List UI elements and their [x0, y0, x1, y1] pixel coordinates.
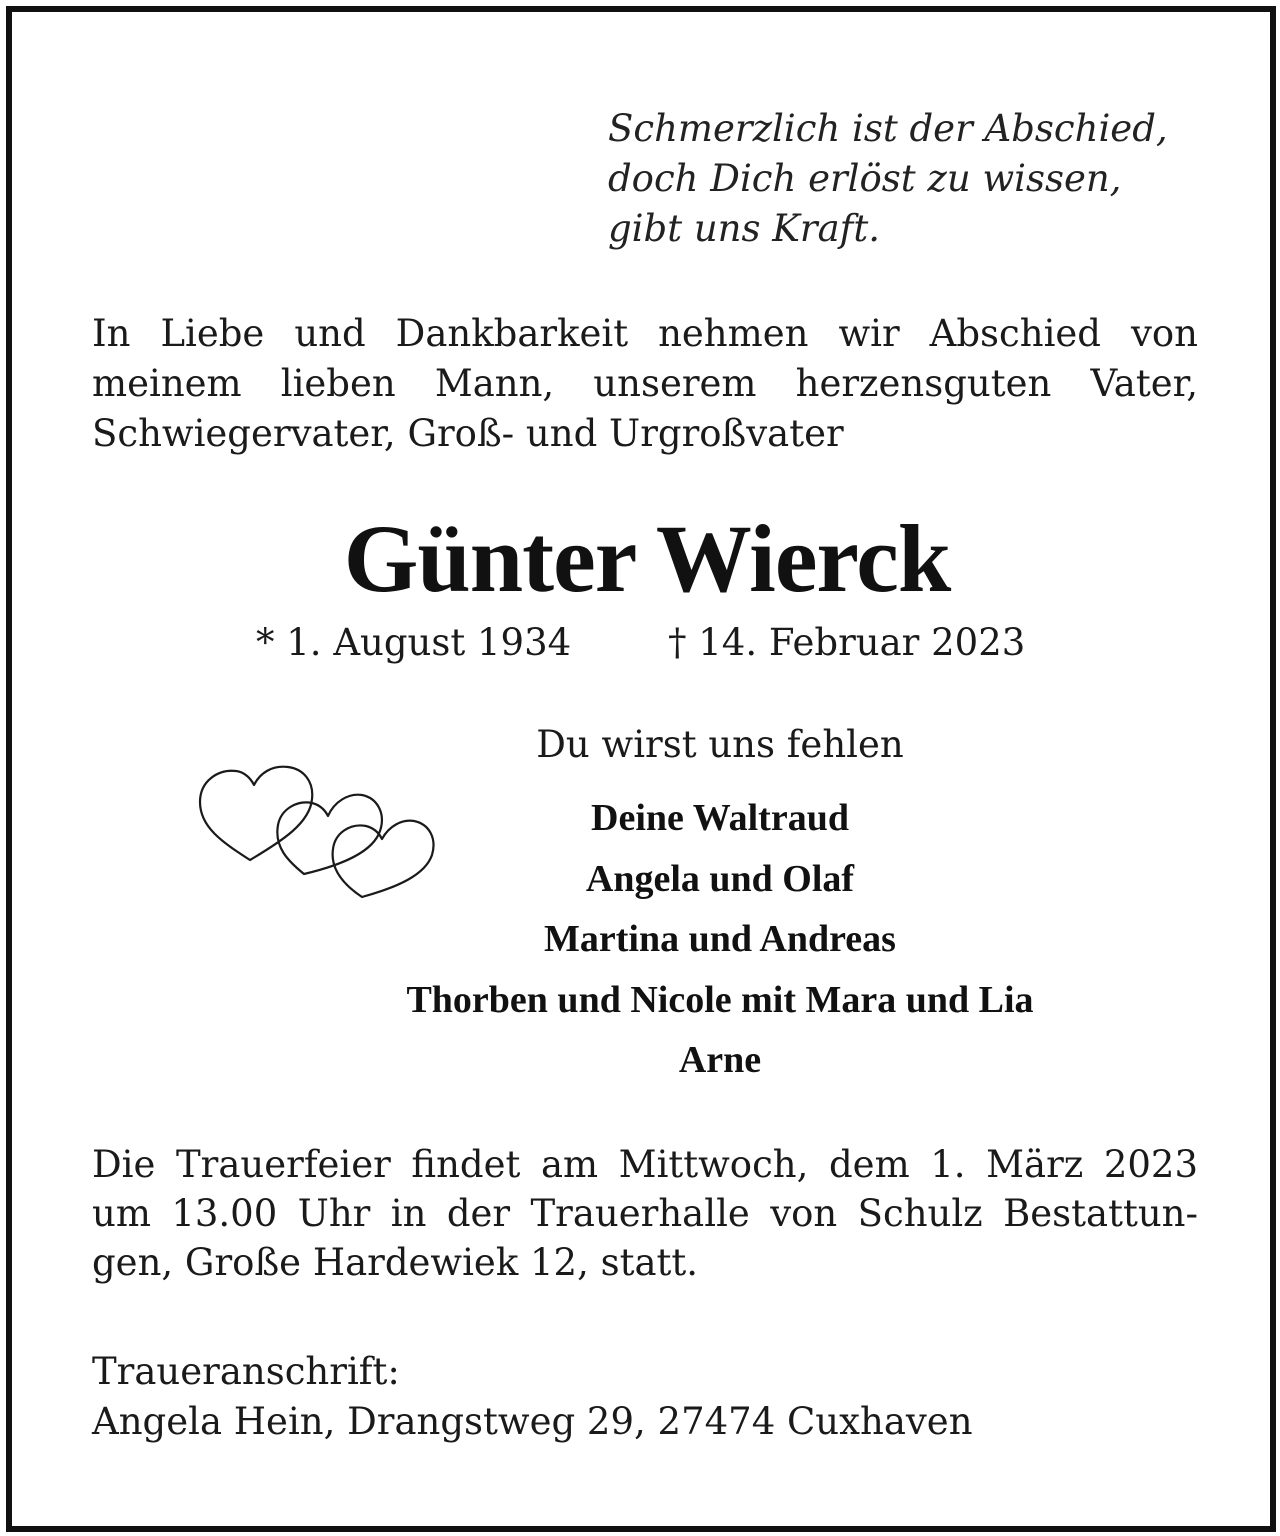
- family-member: Angela und Olaf: [585, 857, 855, 900]
- intro-line: meinem lieben Mann, unserem herzensguten Vater,: [92, 362, 1198, 405]
- ceremony-line: Die Trauerfeier findet am Mittwoch, dem 1. März 2023: [92, 1143, 1198, 1186]
- quote-line: doch Dich erlöst zu wissen,: [608, 157, 1122, 200]
- memorial-quote: [608, 104, 1228, 254]
- mourning-address: [92, 1347, 1198, 1447]
- quote-line: Schmerzlich ist der Abschied,: [608, 107, 1168, 150]
- deceased-name: Günter Wierck: [343, 505, 951, 612]
- family-member: Thorben und Nicole mit Mara und Lia: [406, 978, 1034, 1021]
- family-member: Martina und Andreas: [544, 918, 896, 960]
- birth-date: * 1. August 1934: [256, 621, 572, 664]
- address-label: Traueranschrift:: [92, 1350, 400, 1393]
- intro-line: Schwiegervater, Groß- und Urgroßvater: [92, 412, 844, 455]
- family-list: [262, 788, 1178, 1091]
- intro-text: [92, 309, 1198, 459]
- intro-line: In Liebe und Dankbarkeit nehmen wir Abschied von: [92, 312, 1198, 355]
- family-member: Arne: [678, 1039, 762, 1081]
- closing-phrase: Du wirst uns fehlen: [536, 723, 904, 766]
- obituary-notice: [6, 6, 1276, 1532]
- quote-line: gibt uns Kraft.: [608, 207, 880, 250]
- family-member: Deine Waltraud: [591, 797, 849, 839]
- address-value: Angela Hein, Drangstweg 29, 27474 Cuxhaven: [92, 1400, 973, 1443]
- death-date: † 14. Februar 2023: [668, 621, 1026, 664]
- ceremony-line: um 13.00 Uhr in der Trauerhalle von Schulz Bestattun-: [92, 1192, 1198, 1235]
- ceremony-info: [92, 1140, 1198, 1287]
- ceremony-line: gen, Große Hardewiek 12, statt.: [92, 1241, 699, 1284]
